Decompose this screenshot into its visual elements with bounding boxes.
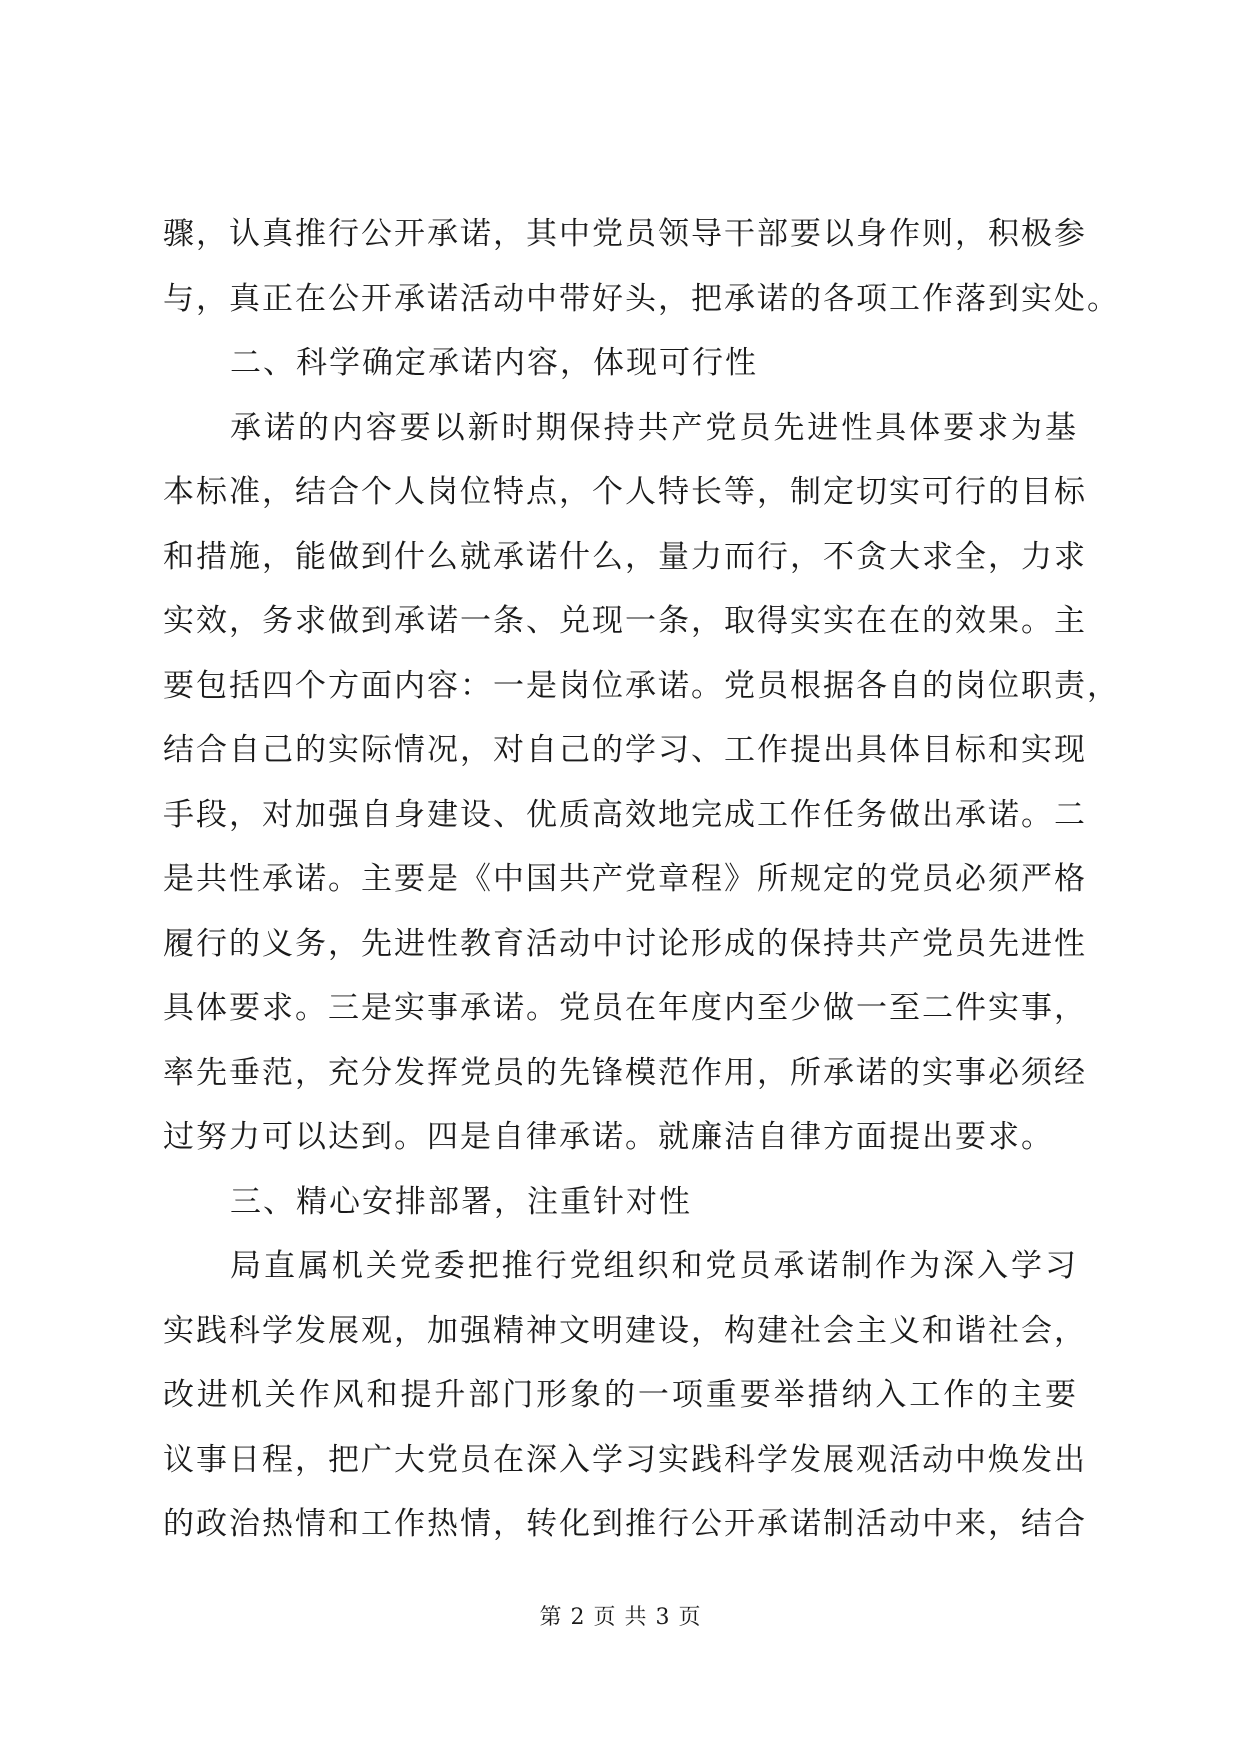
text-line: 具体要求。三是实事承诺。党员在年度内至少做一至二件实事， — [163, 990, 1087, 1026]
text-line: 和措施，能做到什么就承诺什么，量力而行，不贪大求全，力求 — [163, 539, 1087, 575]
paragraph-first-line: 承诺的内容要以新时期保持共产党员先进性具体要求为基 — [230, 410, 1078, 446]
section-heading: 二、科学确定承诺内容，体现可行性 — [230, 345, 758, 381]
text-line: 率先垂范，充分发挥党员的先锋模范作用，所承诺的实事必须经 — [163, 1055, 1087, 1091]
text-line: 改进机关作风和提升部门形象的一项重要举措纳入工作的主要 — [163, 1377, 1078, 1413]
text-line: 议事日程，把广大党员在深入学习实践科学发展观活动中焕发出 — [163, 1442, 1087, 1478]
section-heading: 三、精心安排部署，注重针对性 — [230, 1184, 692, 1220]
text-line: 过努力可以达到。四是自律承诺。就廉洁自律方面提出要求。 — [163, 1119, 1054, 1155]
text-line: 结合自己的实际情况，对自己的学习、工作提出具体目标和实现 — [163, 732, 1087, 768]
text-line: 骤，认真推行公开承诺，其中党员领导干部要以身作则，积极参 — [163, 216, 1087, 252]
text-line: 本标准，结合个人岗位特点，个人特长等，制定切实可行的目标 — [163, 474, 1087, 510]
text-line: 实践科学发展观，加强精神文明建设，构建社会主义和谐社会， — [163, 1313, 1087, 1349]
text-line: 的政治热情和工作热情，转化到推行公开承诺制活动中来，结合 — [163, 1506, 1087, 1542]
text-line: 要包括四个方面内容：一是岗位承诺。党员根据各自的岗位职责， — [163, 668, 1120, 704]
text-line: 与，真正在公开承诺活动中带好头，把承诺的各项工作落到实处。 — [163, 281, 1120, 317]
paragraph-first-line: 局直属机关党委把推行党组织和党员承诺制作为深入学习 — [230, 1248, 1078, 1284]
text-line: 是共性承诺。主要是《中国共产党章程》所规定的党员必须严格 — [163, 861, 1087, 897]
text-line: 手段，对加强自身建设、优质高效地完成工作任务做出承诺。二 — [163, 797, 1087, 833]
text-line: 实效，务求做到承诺一条、兑现一条，取得实实在在的效果。主 — [163, 603, 1087, 639]
page-number-footer: 第 2 页 共 3 页 — [539, 1605, 702, 1630]
text-line: 履行的义务，先进性教育活动中讨论形成的保持共产党员先进性 — [163, 926, 1087, 962]
